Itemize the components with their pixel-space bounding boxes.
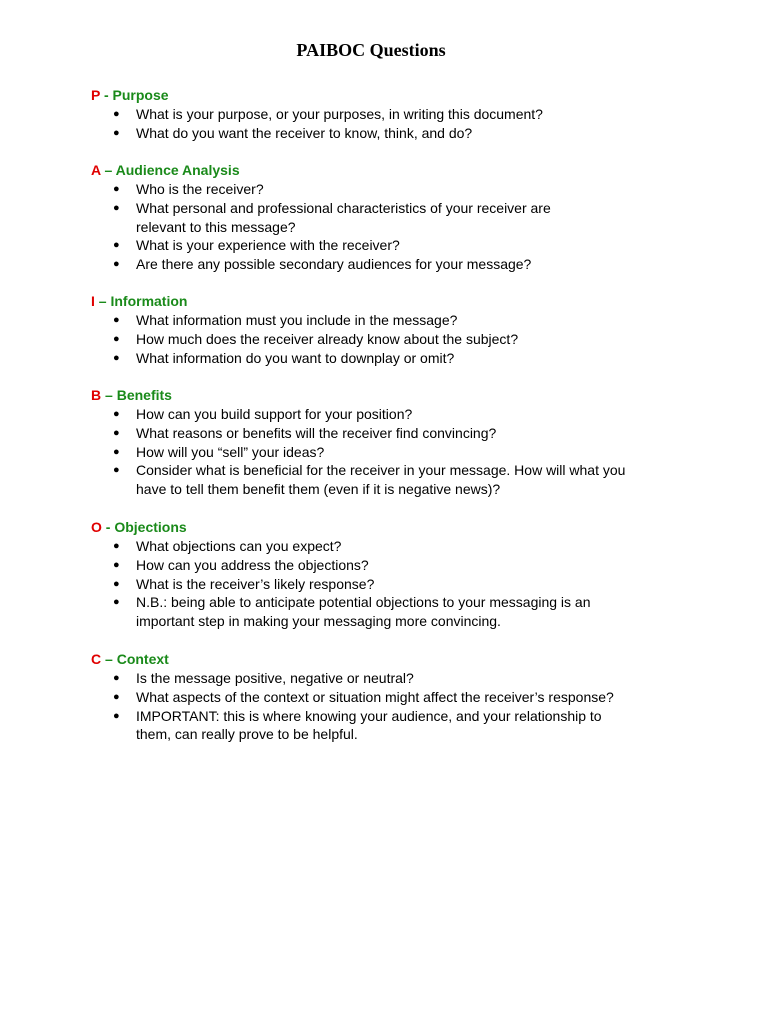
section-word: Audience Analysis <box>115 162 240 178</box>
bullet-icon: ● <box>113 108 120 120</box>
bullet-icon: ● <box>113 351 120 364</box>
bullet-list <box>91 311 691 367</box>
section-separator: – <box>101 651 117 667</box>
list-item <box>91 424 676 443</box>
item-text: What objections can you expect? <box>136 538 342 554</box>
list-item <box>91 575 676 594</box>
section-information <box>91 292 691 367</box>
bullet-icon: ● <box>113 558 120 571</box>
bullet-icon: ● <box>113 314 120 326</box>
bullet-list <box>91 180 691 274</box>
section-heading <box>91 292 691 311</box>
section-context <box>91 650 691 744</box>
list-item <box>91 593 676 631</box>
item-text: N.B.: being able to anticipate potential objections to your messaging is an important step in making your messaging more convincing. <box>136 594 591 630</box>
section-separator: – <box>101 387 117 403</box>
bullet-list <box>91 405 691 499</box>
list-item <box>91 199 676 237</box>
item-text: What is your purpose, or your purposes, in writing this document? <box>136 106 543 122</box>
list-item <box>91 537 676 556</box>
item-text: What personal and professional characteristics of your receiver are relevant to this message? <box>136 199 551 235</box>
list-item <box>91 443 676 462</box>
list-item <box>91 556 676 575</box>
section-letter: I <box>91 293 95 309</box>
section-letter: O <box>91 519 102 535</box>
item-text: Is the message positive, negative or neutral? <box>136 670 414 686</box>
section-separator: - <box>100 87 113 103</box>
section-word: Benefits <box>116 387 172 403</box>
bullet-icon: ● <box>113 126 120 139</box>
item-text: What reasons or benefits will the receiver find convincing? <box>136 424 497 441</box>
list-item <box>91 707 676 745</box>
section-letter: C <box>91 651 102 667</box>
section-heading <box>91 86 691 105</box>
section-letter: P <box>91 87 101 103</box>
item-text: What is the receiver’s likely response? <box>136 575 375 592</box>
bullet-icon: ● <box>113 577 120 590</box>
item-text: IMPORTANT: this is where knowing your audience, and your relationship to them, can really prove to be helpful. <box>136 707 602 743</box>
list-item <box>91 124 676 143</box>
bullet-icon: ● <box>113 201 120 214</box>
section-letter: B <box>91 387 102 403</box>
section-purpose <box>91 86 691 143</box>
list-item <box>91 461 676 499</box>
list-item <box>91 669 676 688</box>
bullet-icon: ● <box>113 258 120 271</box>
section-separator: – <box>94 293 111 309</box>
bullet-icon: ● <box>113 672 120 684</box>
bullet-icon: ● <box>113 709 120 722</box>
bullet-icon: ● <box>113 690 120 703</box>
bullet-icon: ● <box>113 239 120 252</box>
item-text: What aspects of the context or situation might affect the receiver’s response? <box>136 688 614 705</box>
item-text: What information must you include in the message? <box>136 312 458 328</box>
list-item <box>91 255 676 274</box>
list-item <box>91 105 676 124</box>
item-text: How will you “sell” your ideas? <box>136 443 325 460</box>
item-text: Who is the receiver? <box>136 181 264 197</box>
section-separator: - <box>101 519 115 535</box>
list-item <box>91 330 676 349</box>
list-item <box>91 688 676 707</box>
item-text: Consider what is beneficial for the receiver in your message. How will what you have to tell them benefit them (even if it is negative news)? <box>136 462 626 498</box>
section-word: Information <box>110 293 188 309</box>
item-text: How can you build support for your position? <box>136 406 413 422</box>
bullet-icon: ● <box>113 464 120 477</box>
item-text: How much does the receiver already know about the subject? <box>136 330 519 347</box>
section-objections <box>91 518 691 631</box>
section-benefits <box>91 386 691 499</box>
bullet-icon: ● <box>113 408 120 420</box>
list-item <box>91 405 676 424</box>
item-text: How can you address the objections? <box>136 556 369 573</box>
bullet-list <box>91 105 691 143</box>
bullet-icon: ● <box>113 445 120 458</box>
section-heading <box>91 161 691 180</box>
item-text: Are there any possible secondary audiences for your message? <box>136 256 532 273</box>
list-item <box>91 311 676 330</box>
section-audience-analysis <box>91 161 691 274</box>
list-item <box>91 236 676 255</box>
bullet-list <box>91 669 691 744</box>
bullet-icon: ● <box>113 596 120 609</box>
section-word: Purpose <box>112 87 169 103</box>
bullet-icon: ● <box>113 426 120 439</box>
item-text: What is your experience with the receiver? <box>136 237 400 254</box>
section-separator: – <box>100 162 116 178</box>
section-heading <box>91 518 691 537</box>
bullet-list <box>91 537 691 631</box>
bullet-icon: ● <box>113 332 120 345</box>
section-word: Context <box>116 651 169 667</box>
document-title: PAIBOC Questions <box>296 40 446 60</box>
section-heading <box>91 650 691 669</box>
list-item <box>91 349 676 368</box>
bullet-icon: ● <box>113 540 120 552</box>
section-word: Objections <box>114 519 187 535</box>
section-heading <box>91 386 691 405</box>
item-text: What do you want the receiver to know, think, and do? <box>136 124 473 141</box>
section-letter: A <box>91 162 101 178</box>
item-text: What information do you want to downplay or omit? <box>136 349 455 366</box>
list-item <box>91 180 676 199</box>
bullet-icon: ● <box>113 183 120 195</box>
